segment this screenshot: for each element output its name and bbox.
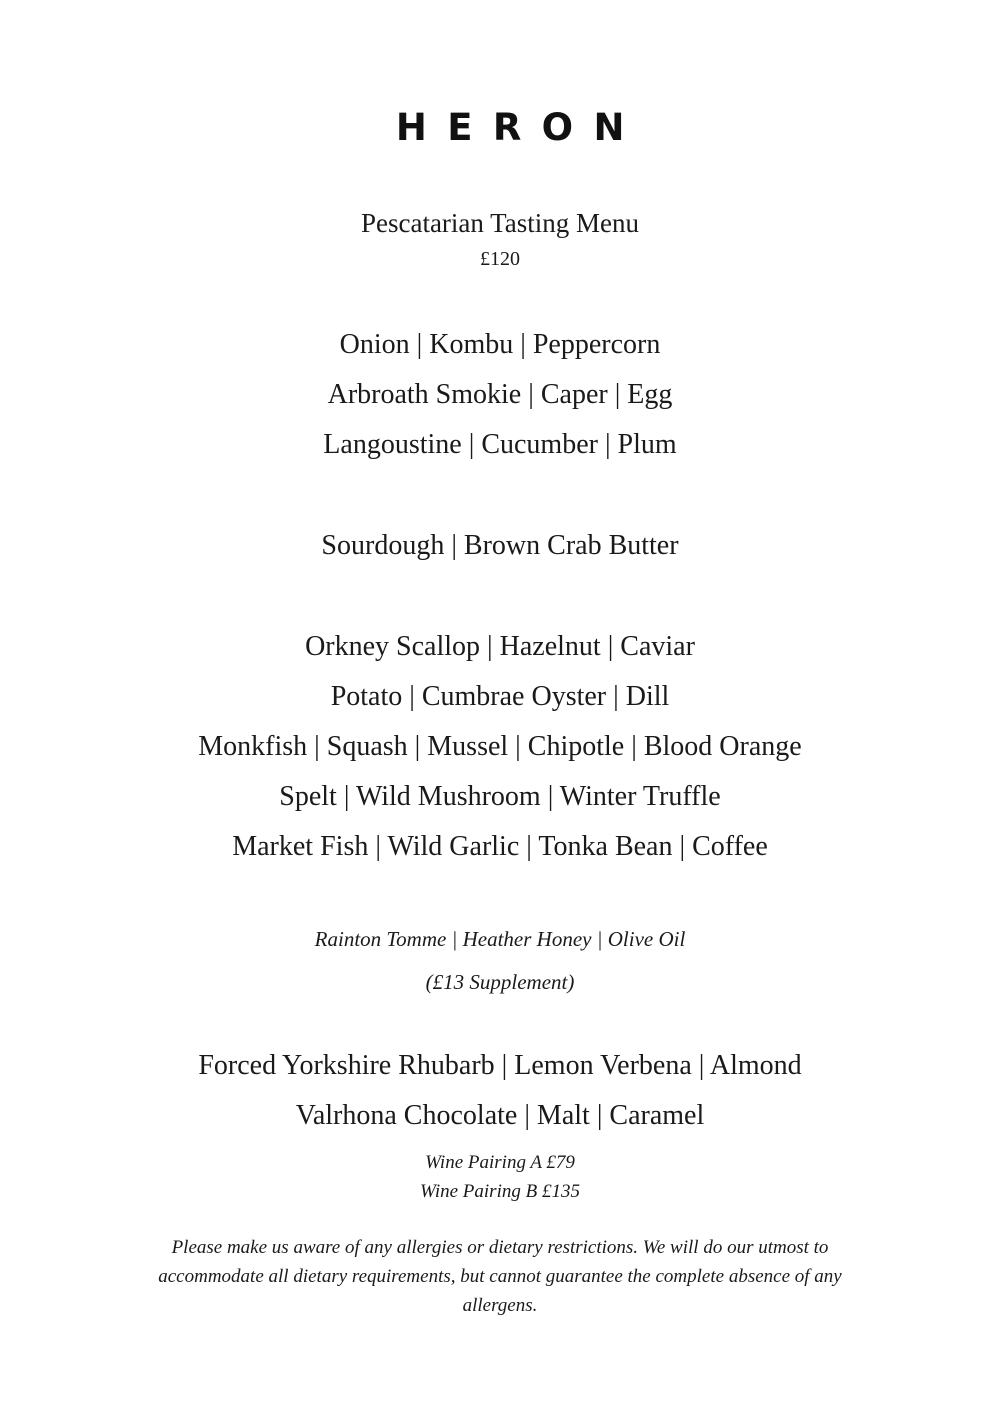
course-cheese: Rainton Tomme | Heather Honey | Olive Oil [314,927,686,951]
course-bread: Sourdough | Brown Crab Butter [321,530,679,561]
wine-pairing-b: Wine Pairing B £135 [420,1181,580,1202]
course-dessert-1: Forced Yorkshire Rhubarb | Lemon Verbena | Almond [198,1050,802,1081]
cheese-supplement: (£13 Supplement) [425,970,575,994]
wine-pairing-a: Wine Pairing A £79 [425,1152,575,1173]
course-snack-3: Langoustine | Cucumber | Plum [323,429,677,460]
menu-price: £120 [480,248,520,270]
course-snack-1: Onion | Kombu | Peppercorn [339,329,661,360]
course-snack-2: Arbroath Smokie | Caper | Egg [327,379,673,410]
course-main-4: Spelt | Wild Mushroom | Winter Truffle [279,781,721,812]
course-main-1: Orkney Scallop | Hazelnut | Caviar [305,631,695,662]
course-main-5: Market Fish | Wild Garlic | Tonka Bean | Coffee [232,831,768,862]
brand-logo: HERON [395,106,645,149]
allergy-disclaimer: Please make us aware of any allergies or dietary restrictions. We will do our utmost to accommodate all dietary requirements, but cannot guarantee the complete absence of any allergens. [158,1237,842,1316]
menu-title: Pescatarian Tasting Menu [360,208,640,238]
course-main-2: Potato | Cumbrae Oyster | Dill [330,681,670,712]
course-main-3: Monkfish | Squash | Mussel | Chipotle | Blood Orange [198,731,802,762]
course-dessert-2: Valrhona Chocolate | Malt | Caramel [295,1100,705,1131]
